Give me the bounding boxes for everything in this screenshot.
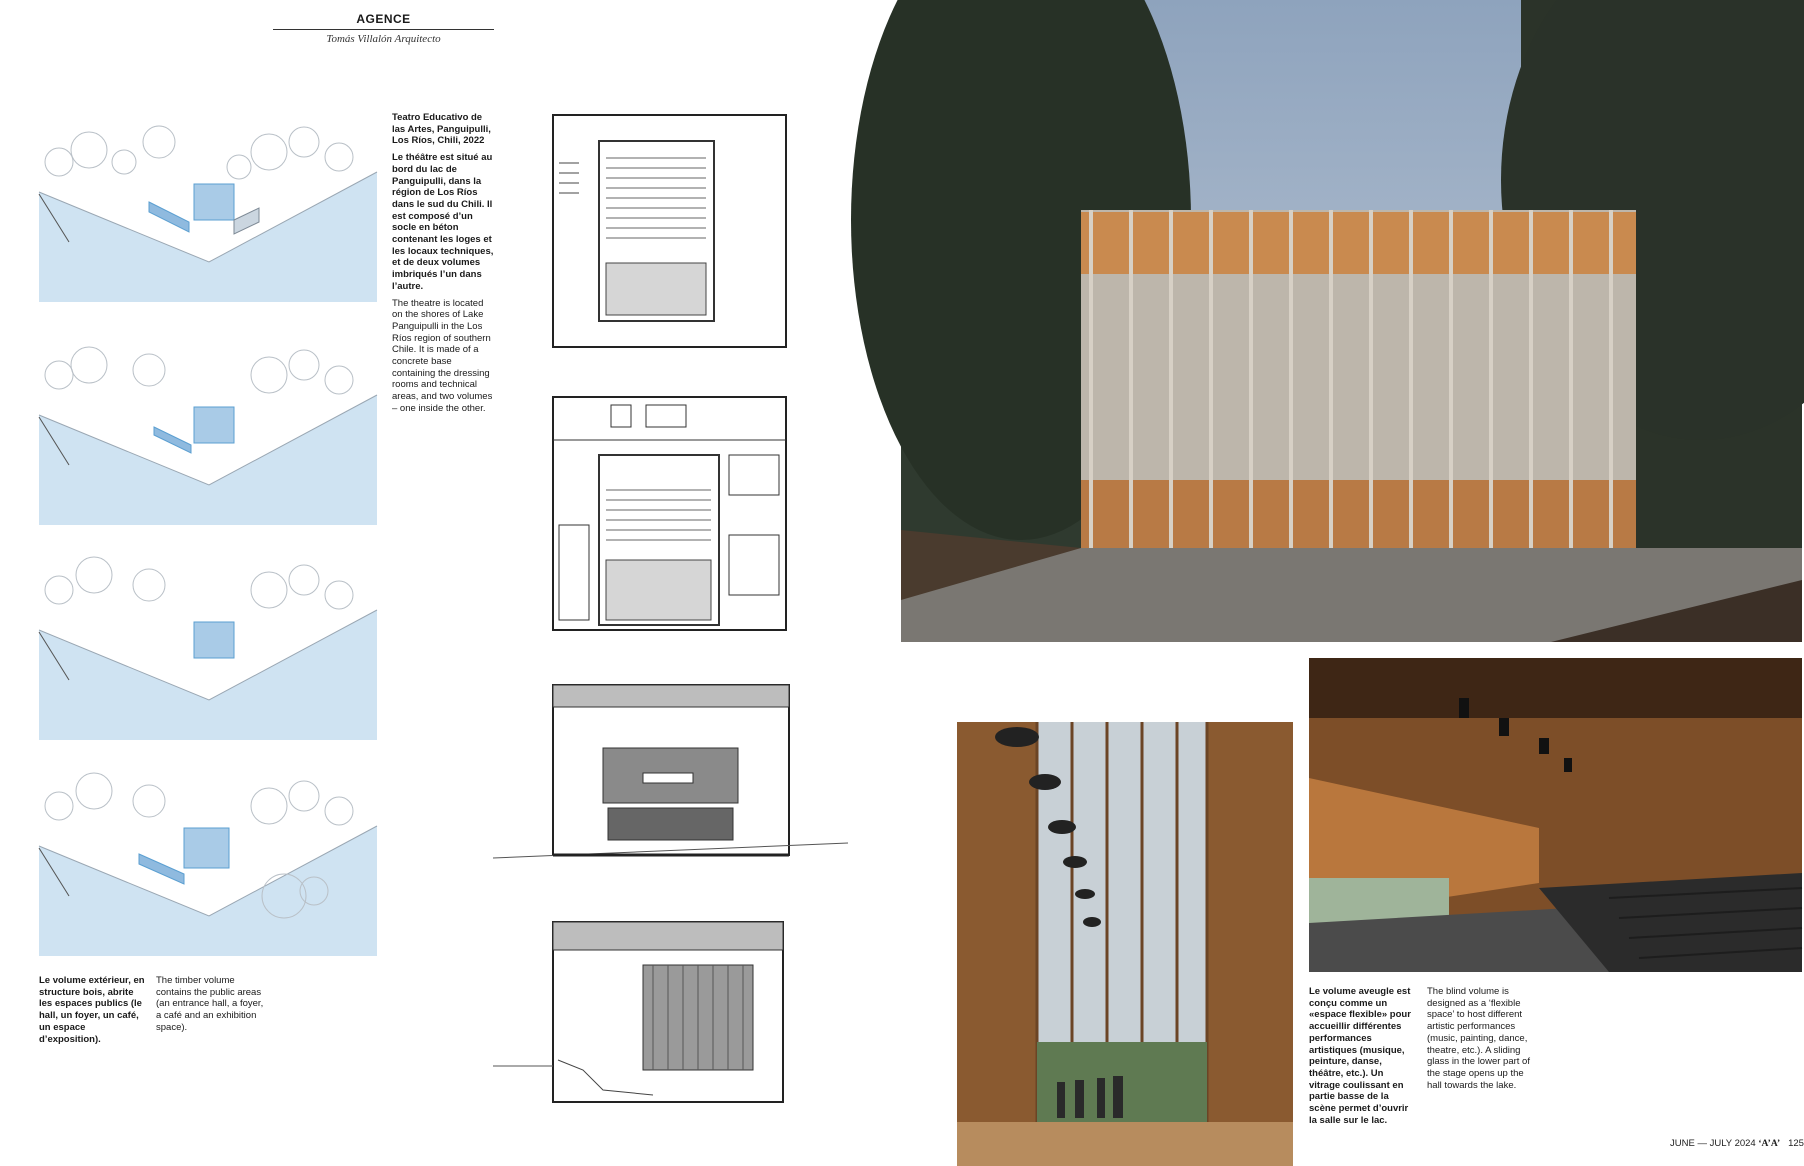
auditorium-photo (1309, 658, 1802, 972)
timber-caption-en (156, 975, 264, 1039)
timber-caption-en-text: The timber volume contains the public areas (an entrance hall, a foyer, a café and an exhibition space). (156, 975, 264, 1033)
project-description-en: The theatre is located on the shores of Lake Panguipulli in the Los Ríos region of southern Chile. It is made of a concrete base containing the dressing rooms and technical areas, and two volumes – one inside the other. (392, 297, 493, 414)
exterior-photo (901, 0, 1802, 642)
blind-caption-fr (1309, 986, 1417, 1131)
issue-date: JUNE — JULY 2024 (1670, 1138, 1756, 1149)
axonometric-diagram-1 (39, 112, 377, 302)
project-caption (392, 112, 494, 420)
architect-name: Tomás Villalón Arquitecto (326, 33, 441, 45)
header-rule (273, 29, 494, 30)
interior-hall-photo (957, 722, 1293, 1166)
blind-caption-en-text: The blind volume is designed as a ‘flexible space’ to host different artistic performances (music, painting, dance, theatre, etc.). A sliding glass in the lower part of the stage opens up the hall towards the lake. (1427, 986, 1530, 1091)
axonometric-diagram-3 (39, 550, 377, 740)
axonometric-diagram-2 (39, 335, 377, 525)
section-drawing-1 (493, 683, 848, 875)
section-drawing-2 (493, 920, 793, 1105)
floor-plan-ground (551, 395, 788, 632)
floor-plan-upper (551, 113, 788, 349)
section-label: AGENCE (356, 12, 411, 26)
blind-caption-en (1427, 986, 1535, 1096)
project-title: Teatro Educativo de las Artes, Panguipulli, Los Ríos, Chili, 2022 (392, 112, 491, 147)
timber-caption-fr (39, 975, 147, 1050)
timber-caption-fr-text: Le volume extérieur, en structure bois, abrite les espaces publics (le hall, un foyer, un café, un espace d’exposition). (39, 975, 145, 1045)
magazine-logo: ‘A’A’ (1758, 1139, 1781, 1149)
blind-caption-fr-text: Le volume aveugle est conçu comme un «espace flexible» pour accueillir différentes performances artistiques (musique, peinture, danse, théâtre, etc.). Un vitrage coulissant en partie basse de la scène permet d’ouvrir la salle sur le lac. (1309, 986, 1411, 1126)
axonometric-diagram-4 (39, 766, 377, 956)
page-number: 125 (1788, 1138, 1804, 1149)
project-description-fr: Le théâtre est situé au bord du lac de Panguipulli, dans la région de Los Ríos dans le sud du Chili. Il est composé d’un socle en béton contenant les loges et les locaux techniques, et de deux volumes imbriqués l’un dans l’autre. (392, 152, 494, 292)
page-footer (1670, 1138, 1804, 1149)
